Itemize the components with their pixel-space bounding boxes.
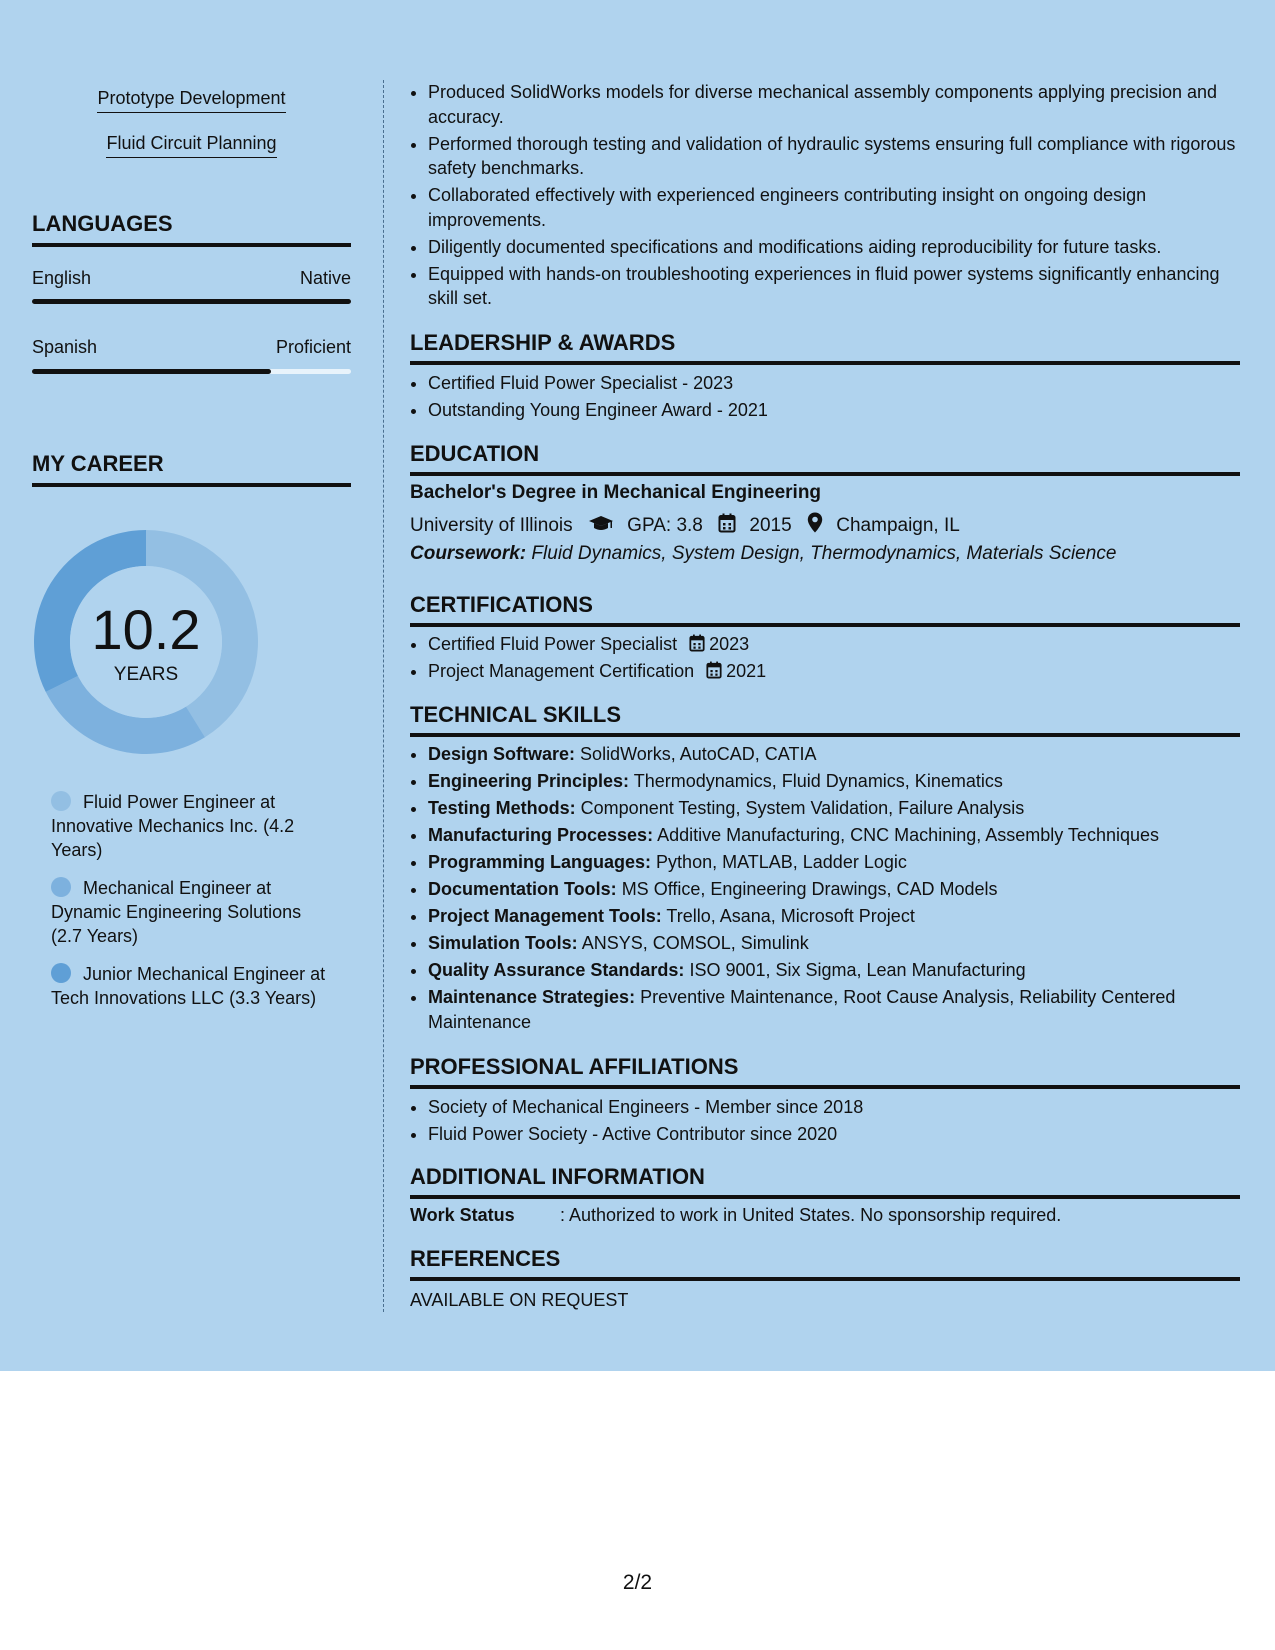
- technical-skill-value: Trello, Asana, Microsoft Project: [666, 906, 915, 926]
- technical-skill-value: Thermodynamics, Fluid Dynamics, Kinematics: [633, 771, 1003, 791]
- affiliation-item: • Society of Mechanical Engineers - Member since 2018: [428, 1095, 1240, 1120]
- leadership-list: [428, 371, 1240, 425]
- technical-skill-item: [428, 796, 1240, 821]
- technical-skill-item: [428, 742, 1240, 767]
- calendar-icon: [706, 661, 722, 679]
- skill-link-label: Prototype Development: [97, 88, 285, 113]
- affiliation-item: • Fluid Power Society - Active Contributor since 2020: [428, 1122, 1240, 1147]
- coursework-list: Fluid Dynamics, System Design, Thermodynamics, Materials Science: [531, 543, 1117, 564]
- technical-skill-label: Programming Languages:: [428, 852, 652, 872]
- certification-year: 2021: [726, 661, 767, 681]
- technical-skill-value: Python, MATLAB, Ladder Logic: [656, 852, 907, 872]
- technical-skill-value: SolidWorks, AutoCAD, CATIA: [580, 744, 817, 764]
- coursework-label: Coursework:: [410, 543, 527, 564]
- career-item-text: Mechanical Engineer at Dynamic Engineering Solutions (2.7 Years): [51, 878, 302, 946]
- location-pin-icon: [807, 512, 823, 533]
- languages-heading: LANGUAGES: [32, 211, 351, 247]
- experience-bullet: • Equipped with hands-on troubleshooting experiences in fluid power systems significantly enhancing skill set.: [428, 262, 1240, 311]
- career-item: [51, 876, 331, 948]
- technical-skill-label: Design Software:: [428, 744, 576, 764]
- technical-skill-label: Quality Assurance Standards:: [428, 960, 685, 980]
- skill-link-label: Fluid Circuit Planning: [106, 133, 276, 158]
- technical-skill-value: ANSYS, COMSOL, Simulink: [581, 933, 809, 953]
- technical-skill-value: MS Office, Engineering Drawings, CAD Models: [621, 879, 998, 899]
- technical-skill-label: Documentation Tools:: [428, 879, 617, 899]
- career-donut-center: [34, 530, 258, 754]
- technical-skill-item: [428, 850, 1240, 875]
- career-dot: [51, 963, 71, 983]
- skill-link-prototype[interactable]: [32, 88, 351, 113]
- career-item-text: Fluid Power Engineer at Innovative Mechanics Inc. (4.2 Years): [51, 792, 295, 860]
- certifications-heading: CERTIFICATIONS: [410, 592, 1240, 627]
- column-divider: [383, 80, 384, 1312]
- technical-skill-item: [428, 904, 1240, 929]
- language-bar-spanish: [32, 369, 351, 374]
- leadership-item: • Outstanding Young Engineer Award - 2021: [428, 398, 1240, 423]
- certification-item: [428, 659, 1240, 684]
- experience-bullet: • Diligently documented specifications and modifications aiding reproducibility for future tasks.: [428, 235, 1240, 260]
- career-item: [51, 962, 331, 1010]
- affiliations-heading: PROFESSIONAL AFFILIATIONS: [410, 1054, 1240, 1089]
- education-details: [410, 512, 960, 537]
- education-degree: Bachelor's Degree in Mechanical Engineering: [410, 482, 822, 503]
- experience-bullet: • Performed thorough testing and validation of hydraulic systems ensuring full compliance with rigorous safety benchmarks.: [428, 132, 1240, 181]
- experience-bullets: [428, 80, 1240, 313]
- certification-year: 2023: [709, 634, 750, 654]
- language-level: Proficient: [275, 337, 351, 357]
- additional-info-heading: ADDITIONAL INFORMATION: [410, 1164, 1240, 1199]
- technical-skill-label: Manufacturing Processes:: [428, 825, 654, 845]
- career-dot: [51, 877, 71, 897]
- calendar-icon: [718, 513, 736, 533]
- education-year: 2015: [749, 515, 792, 536]
- technical-skill-label: Maintenance Strategies:: [428, 987, 636, 1007]
- technical-skill-label: Engineering Principles:: [428, 771, 630, 791]
- technical-skills-list: [428, 742, 1240, 1037]
- technical-skill-label: Simulation Tools:: [428, 933, 578, 953]
- technical-skill-item: [428, 823, 1240, 848]
- education-school: University of Illinois: [410, 515, 573, 536]
- technical-skill-label: Project Management Tools:: [428, 906, 662, 926]
- technical-skill-value: Component Testing, System Validation, Failure Analysis: [580, 798, 1025, 818]
- language-name: Spanish: [32, 337, 98, 357]
- work-status-label: Work Status: [410, 1205, 515, 1225]
- career-heading: MY CAREER: [32, 451, 351, 487]
- education-coursework: [410, 543, 1116, 565]
- technical-skill-item: [428, 769, 1240, 794]
- language-bar-fill: [32, 299, 351, 304]
- language-bar-fill: [32, 369, 271, 374]
- technical-skill-value: Additive Manufacturing, CNC Machining, Assembly Techniques: [657, 825, 1159, 845]
- language-bar-english: [32, 299, 351, 304]
- technical-skill-value: Preventive Maintenance, Root Cause Analysis, Reliability Centered Maintenance: [428, 987, 1176, 1032]
- work-status-value: : Authorized to work in United States. No sponsorship required.: [560, 1205, 1062, 1225]
- work-status-row: [410, 1205, 1061, 1226]
- technical-skill-item: [428, 877, 1240, 902]
- leadership-heading: LEADERSHIP & AWARDS: [410, 330, 1240, 365]
- career-total-unit: YEARS: [113, 664, 179, 685]
- career-item-text: Junior Mechanical Engineer at Tech Innovations LLC (3.3 Years): [51, 964, 326, 1008]
- certifications-list: [428, 632, 1240, 686]
- technical-skill-label: Testing Methods:: [428, 798, 576, 818]
- skill-link-fluid-circuit[interactable]: [32, 133, 351, 158]
- technical-skill-item: [428, 958, 1240, 983]
- technical-skill-value: ISO 9001, Six Sigma, Lean Manufacturing: [689, 960, 1026, 980]
- affiliations-list: [428, 1095, 1240, 1149]
- calendar-icon: [689, 634, 705, 652]
- career-total-years: 10.2: [91, 598, 201, 661]
- technical-skills-heading: TECHNICAL SKILLS: [410, 702, 1240, 737]
- certification-name: Project Management Certification: [428, 661, 695, 681]
- experience-bullet: • Produced SolidWorks models for diverse mechanical assembly components applying precision and accuracy.: [428, 80, 1240, 129]
- certification-item: [428, 632, 1240, 657]
- education-location: Champaign, IL: [836, 515, 960, 536]
- certification-name: Certified Fluid Power Specialist: [428, 634, 678, 654]
- education-gpa: GPA: 3.8: [627, 515, 703, 536]
- leadership-item: • Certified Fluid Power Specialist - 2023: [428, 371, 1240, 396]
- references-text: AVAILABLE ON REQUEST: [410, 1290, 629, 1310]
- graduation-cap-icon: [588, 515, 614, 533]
- references-heading: REFERENCES: [410, 1246, 1240, 1281]
- career-dot: [51, 791, 71, 811]
- education-heading: EDUCATION: [410, 441, 1240, 476]
- page-number: 2/2: [622, 1571, 653, 1594]
- career-item: [51, 790, 331, 862]
- language-level: Native: [299, 268, 351, 288]
- technical-skill-item: [428, 931, 1240, 956]
- technical-skill-item: [428, 985, 1240, 1034]
- experience-bullet: • Collaborated effectively with experienced engineers contributing insight on ongoing design improvements.: [428, 183, 1240, 232]
- language-name: English: [32, 268, 92, 288]
